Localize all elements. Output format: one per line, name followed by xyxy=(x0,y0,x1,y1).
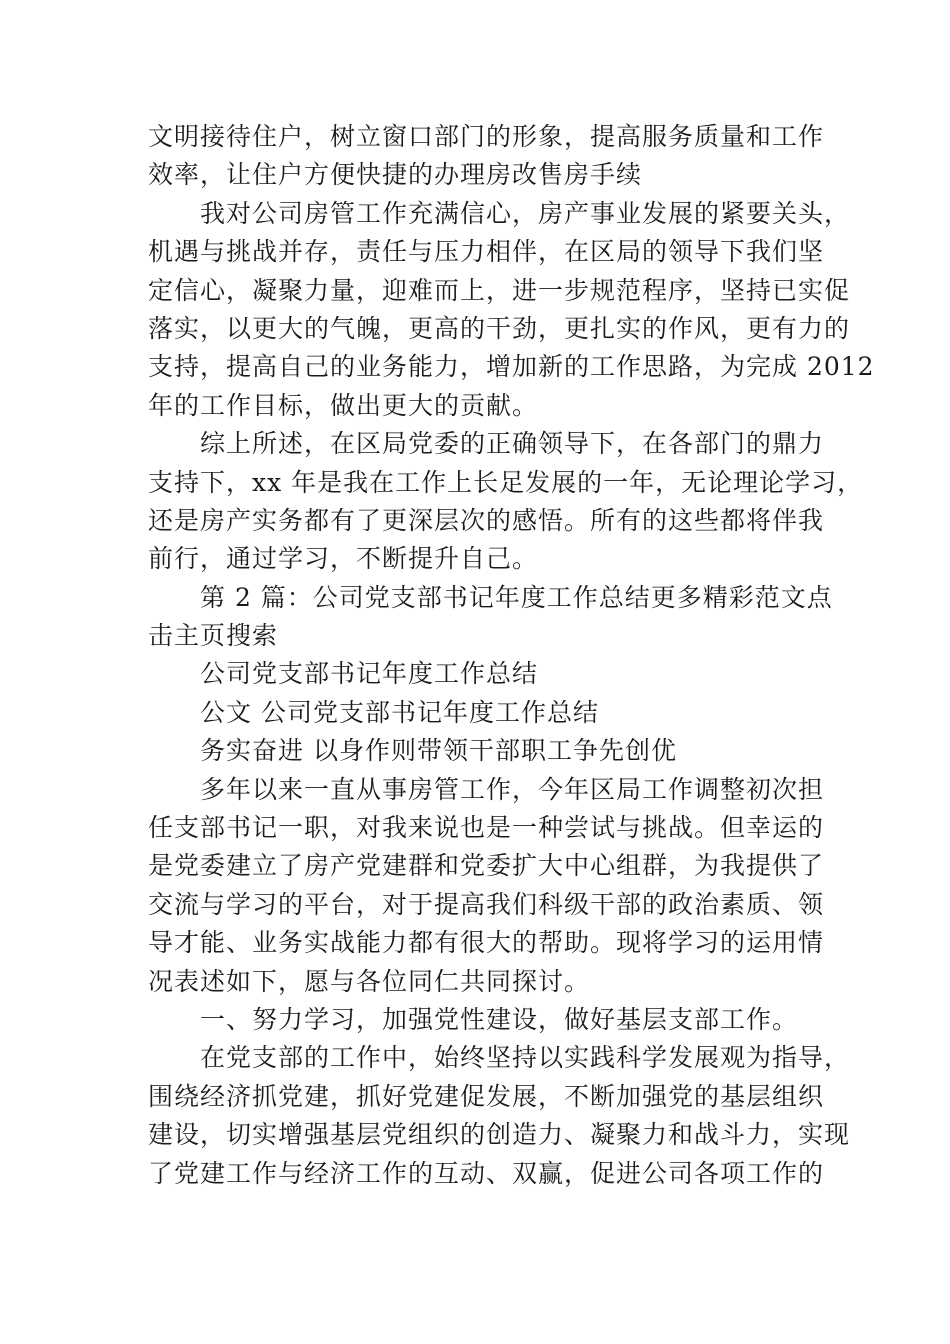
document-line: 落实，以更大的气魄，更高的干劲，更扎实的作风，更有力的 xyxy=(148,313,851,343)
document-line: 支持，提高自己的业务能力，增加新的工作思路，为完成 2012 xyxy=(148,352,875,382)
document-line: 还是房产实务都有了更深层次的感悟。所有的这些都将伴我 xyxy=(148,505,825,535)
document-line: 第 2 篇：公司党支部书记年度工作总结更多精彩范文点 xyxy=(200,582,833,612)
document-line: 效率，让住户方便快捷的办理房改售房手续 xyxy=(148,160,643,190)
document-line: 击主页搜索 xyxy=(148,621,279,651)
document-line: 任支部书记一职，对我来说也是一种尝试与挑战。但幸运的 xyxy=(148,813,825,843)
document-line: 公司党支部书记年度工作总结 xyxy=(200,659,539,689)
document-line: 公文 公司党支部书记年度工作总结 xyxy=(200,697,599,727)
document-line: 导才能、业务实战能力都有很大的帮助。现将学习的运用情 xyxy=(148,928,825,958)
document-line: 交流与学习的平台，对于提高我们科级干部的政治素质、领 xyxy=(148,889,825,919)
document-line: 建设，切实增强基层党组织的创造力、凝聚力和战斗力，实现 xyxy=(148,1120,851,1150)
document-body xyxy=(148,118,875,1193)
document-line: 前行，通过学习，不断提升自己。 xyxy=(148,544,539,574)
document-line: 务实奋进 以身作则带领干部职工争先创优 xyxy=(200,736,677,766)
document-line: 了党建工作与经济工作的互动、双赢，促进公司各项工作的 xyxy=(148,1158,825,1188)
document-line: 一、努力学习，加强党性建设，做好基层支部工作。 xyxy=(200,1004,799,1034)
document-line: 多年以来一直从事房管工作，今年区局工作调整初次担 xyxy=(200,774,825,804)
document-line: 定信心，凝聚力量，迎难而上，进一步规范程序，坚持已实促 xyxy=(148,275,851,305)
document-line: 围绕经济抓党建，抓好党建促发展，不断加强党的基层组织 xyxy=(148,1081,825,1111)
document-line: 况表述如下，愿与各位同仁共同探讨。 xyxy=(148,966,591,996)
document-line: 机遇与挑战并存，责任与压力相伴，在区局的领导下我们坚 xyxy=(148,237,825,267)
document-line: 在党支部的工作中，始终坚持以实践科学发展观为指导， xyxy=(200,1043,851,1073)
document-line: 综上所述，在区局党委的正确领导下，在各部门的鼎力 xyxy=(200,429,825,459)
document-line: 是党委建立了房产党建群和党委扩大中心组群，为我提供了 xyxy=(148,851,825,881)
document-line: 支持下，xx 年是我在工作上长足发展的一年，无论理论学习， xyxy=(148,467,864,497)
document-line: 文明接待住户，树立窗口部门的形象，提高服务质量和工作 xyxy=(148,122,825,151)
document-line: 我对公司房管工作充满信心，房产事业发展的紧要关头， xyxy=(200,198,851,228)
document-line: 年的工作目标，做出更大的贡献。 xyxy=(148,390,539,420)
